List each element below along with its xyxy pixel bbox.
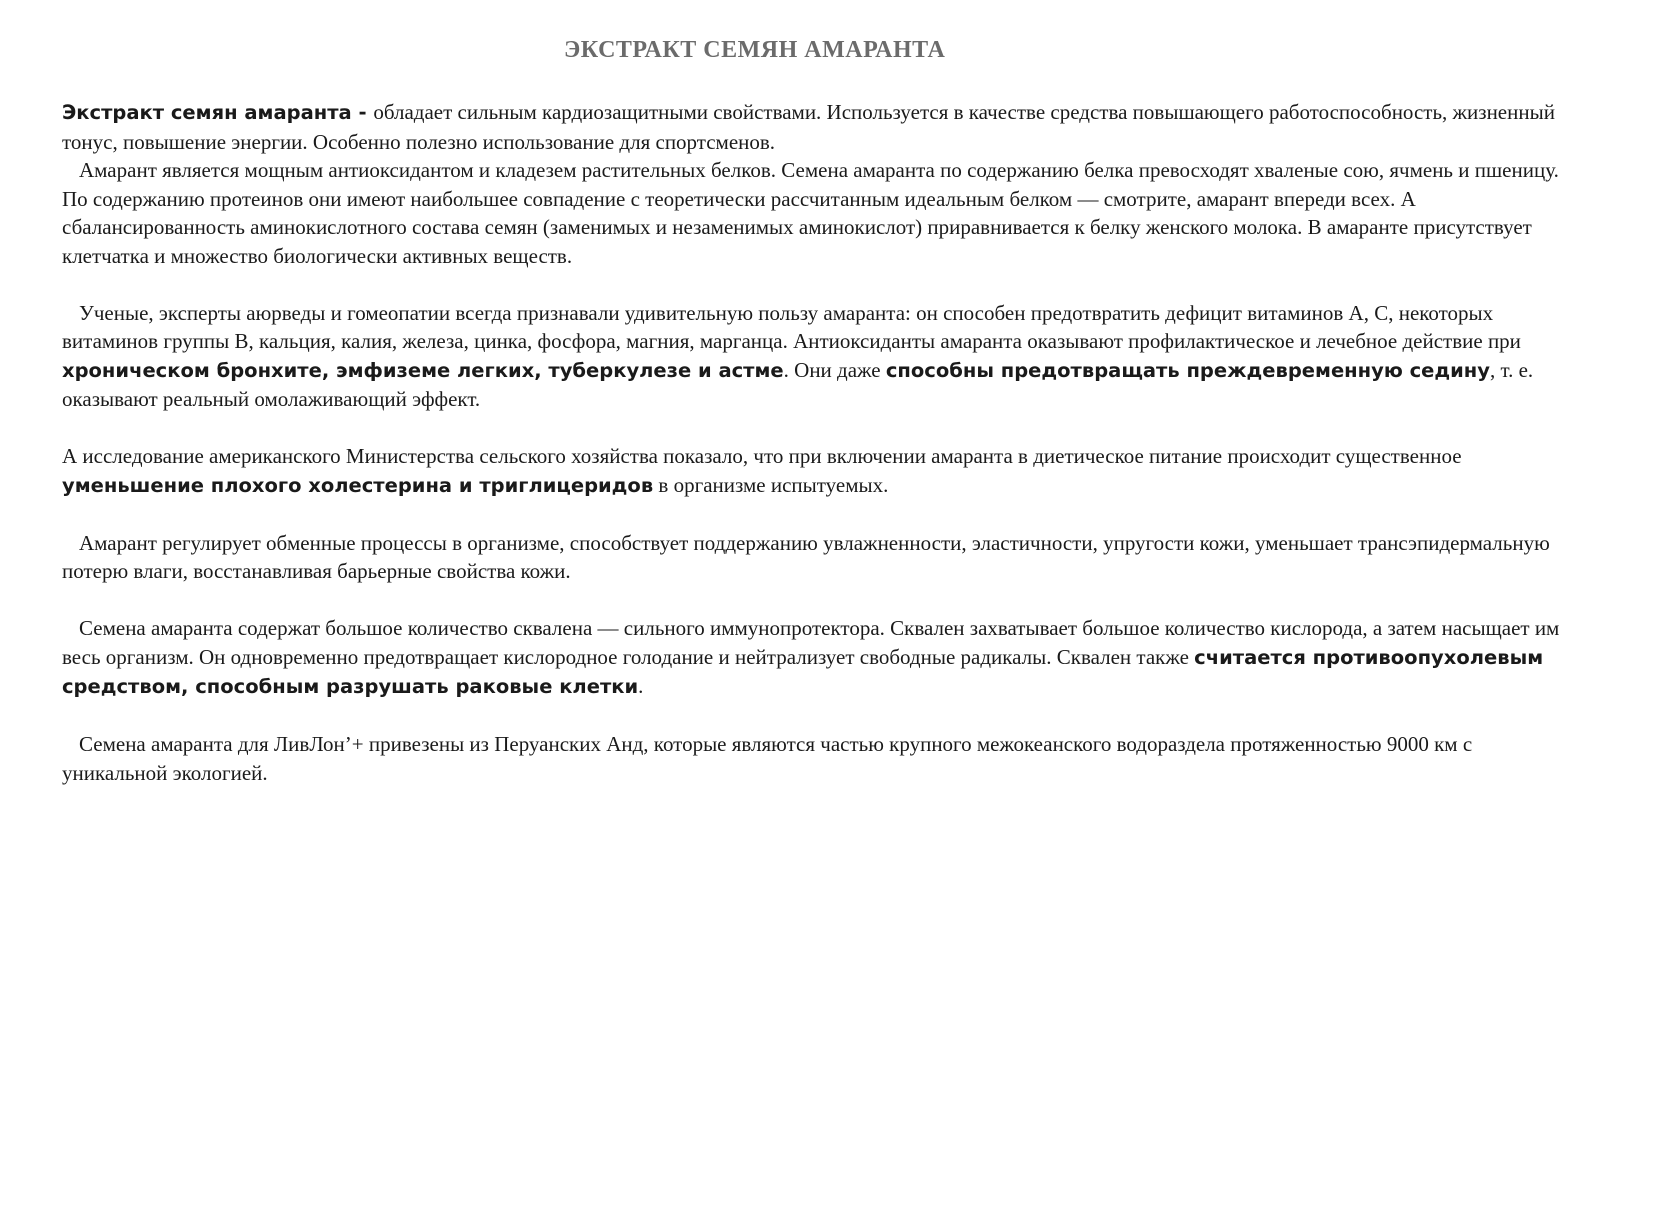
document-page (62, 34, 1582, 787)
paragraph-ayurveda (62, 299, 1582, 414)
paragraph-antioxidant: Амарант является мощным антиоксидантом и кладезем растительных белков. Семена амаранта по содержанию белка превосходят хваленые сою, ячмень и пшеницу. По содержанию протеинов они имеют наибольшее совпадение с теоретически рассчитанным идеальным белком — смотрите, амарант впереди всех. А сбалансированность аминокислотного состава семян (заменимых и незаменимых аминокислот) приравнивается к белку женского молока. В амаранте присутствует клетчатка и множество биологически активных веществ. (62, 158, 1559, 268)
intro-bold-lead: Экстракт семян амаранта (62, 101, 352, 124)
paragraph-intro (62, 98, 1582, 156)
intro-text: обладает сильным кардиозащитными свойствами. Используется в качестве средства повышающего работоспособность, жизненный тонус, повышение энергии. Особенно полезно использование для спортсменов. (62, 100, 1555, 154)
usda-text-1: А исследование американского Министерства сельского хозяйства показало, что при включении амаранта в диетическое питание происходит существенное (62, 444, 1462, 468)
squalene-text-1: Семена амаранта содержат большое количество сквалена — сильного иммунопротектора. Сквален захватывает большое количество кислорода, а затем насыщает им весь организм. Он одновременно предотвращает кислородное голодание и нейтрализует свободные радикалы. Сквален также (62, 616, 1560, 669)
paragraph-squalene (62, 614, 1582, 702)
paragraph-skin: Амарант регулирует обменные процессы в организме, способствует поддержанию увлажненности, эластичности, упругости кожи, уменьшает трансэпидермальную потерю влаги, восстанавливая барьерные свойства кожи. (62, 530, 1550, 583)
ayurveda-text-3: , т. е. оказывают реальный омолаживающий эффект. (62, 357, 1534, 411)
intro-separator: - (351, 101, 374, 124)
squalene-bold-1: считается противоопухолевым средством, способным разрушать раковые клетки (62, 645, 1544, 698)
document-body (62, 98, 1582, 787)
ayurveda-text-1: Ученые, эксперты аюрведы и гомеопатии всегда признавали удивительную пользу амаранта: он способен предотвратить дефицит витаминов А, С, некоторых витаминов группы В, кальция, калия, железа, цинка, фосфора, магния, марганца. Антиоксиданты амаранта оказывают профилактическое и лечебное действие при (62, 300, 1521, 353)
usda-bold-1: уменьшение плохого холестерина и триглицеридов (62, 473, 654, 497)
paragraph-usda (62, 442, 1582, 500)
usda-text-2: в организме испытуемых. (653, 472, 889, 497)
document-title: ЭКСТРАКТ СЕМЯН АМАРАНТА (564, 37, 946, 63)
squalene-text-2: . (638, 674, 644, 698)
ayurveda-text-2: . Они даже (783, 357, 886, 382)
paragraph-origin: Семена амаранта для ЛивЛон’+ привезены из Перуанских Анд, которые являются частью крупного межокеанского водораздела протяженностью 9000 км с уникальной экологией. (62, 732, 1473, 785)
ayurveda-bold-2: способны предотвращать преждевременную седину (885, 358, 1490, 382)
ayurveda-bold-1: хроническом бронхите, эмфиземе легких, туберкулезе и астме (62, 358, 784, 382)
